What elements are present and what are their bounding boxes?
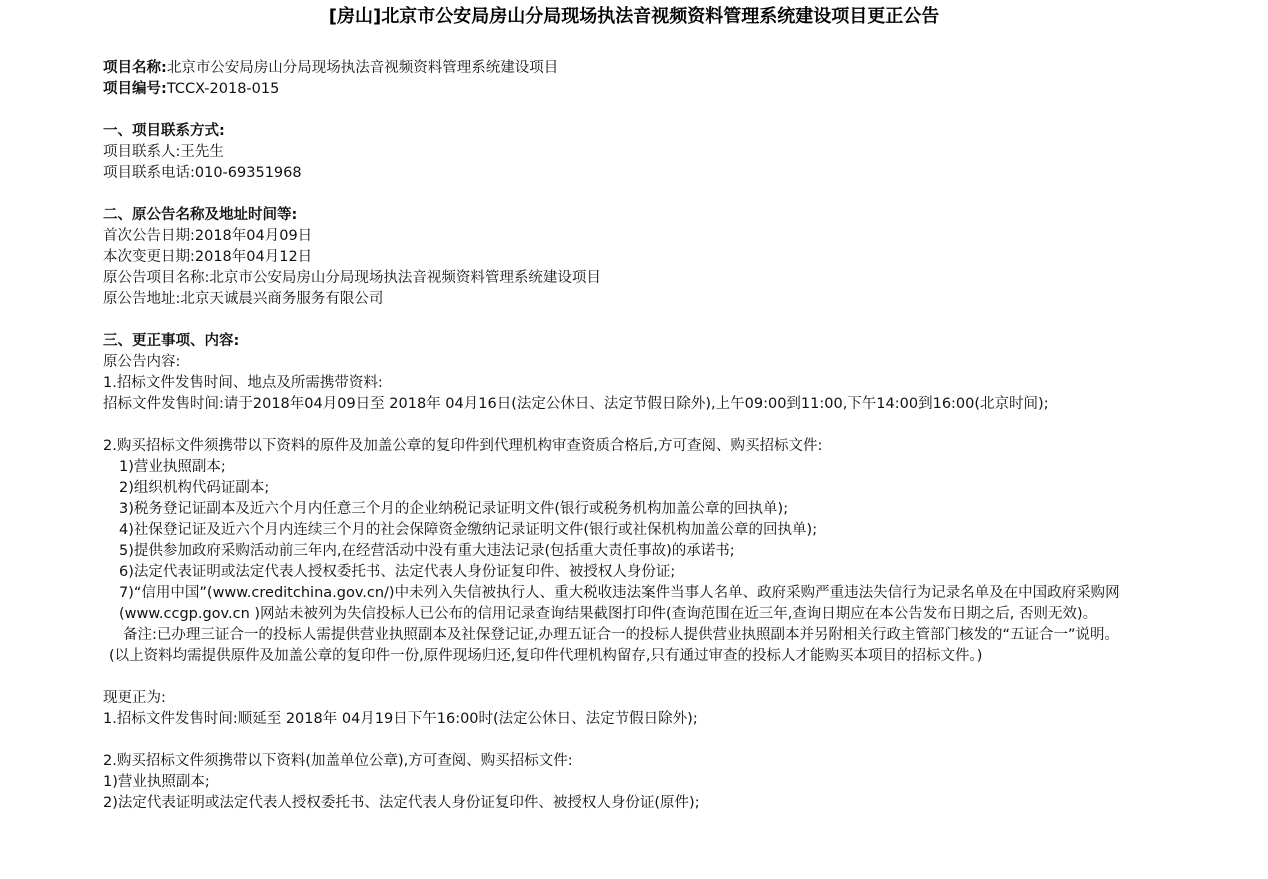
original-content-label: 原公告内容: <box>103 354 181 370</box>
doc-item: 4)社保登记证及近六个月内连续三个月的社会保障资金缴纳记录证明文件(银行或社保机构加盖公章的回执单); <box>119 522 818 538</box>
item1-text: 招标文件发售时间:请于2018年04月09日至 2018年 04月16日(法定公休日、法定节假日除外),上午09:00到11:00,下午14:00到16:00(北京时间); <box>103 396 1049 412</box>
project-code-row <box>103 79 1183 100</box>
contact-phone: 项目联系电话:010-69351968 <box>103 165 302 181</box>
project-name-value: 北京市公安局房山分局现场执法音视频资料管理系统建设项目 <box>166 60 559 76</box>
announcement-body <box>103 58 1183 814</box>
remark: 备注:已办理三证合一的投标人需提供营业执照副本及社保登记证,办理五证合一的投标人提供营业执照副本并另附相关行政主管部门核发的“五证合一”说明。 <box>123 627 1120 643</box>
spacer <box>103 730 1183 751</box>
project-code-value: TCCX-2018-015 <box>166 81 280 97</box>
section3-heading: 三、更正事项、内容: <box>103 333 240 349</box>
first-announce-date: 首次公告日期:2018年04月09日 <box>103 228 313 244</box>
doc-item-credit-check: 7)“信用中国”(www.creditchina.gov.cn/)中未列入失信被执行人、重大税收违法案件当事人名单、政府采购严重违法失信行为记录名单及在中国政府采购网(www.ccgp.gov.cn )网站未被列为失信投标人已公布的信用记录查询结果截图打印件(查询范围在近三年,查询日期应在本公告发布日期之后, 否则无效)。 <box>119 585 1120 622</box>
spacer <box>103 184 1183 205</box>
item2-title: 2.购买招标文件须携带以下资料的原件及加盖公章的复印件到代理机构审查资质合格后,方可查阅、购买招标文件: <box>103 438 823 454</box>
change-date: 本次变更日期:2018年04月12日 <box>103 249 313 265</box>
project-code-label: 项目编号: <box>103 81 167 97</box>
spacer <box>103 100 1183 121</box>
spacer <box>103 415 1183 436</box>
section2-heading: 二、原公告名称及地址时间等: <box>103 207 298 223</box>
doc-item: 2)组织机构代码证副本; <box>119 480 270 496</box>
doc-item: 1)营业执照副本; <box>119 459 226 475</box>
item1-title: 1.招标文件发售时间、地点及所需携带资料: <box>103 375 383 391</box>
new-item1: 1.招标文件发售时间:顺延至 2018年 04月19日下午16:00时(法定公休日、法定节假日除外); <box>103 711 698 727</box>
spacer <box>103 667 1183 688</box>
doc-item: 3)税务登记证副本及近六个月内任意三个月的企业纳税记录证明文件(银行或税务机构加盖公章的回执单); <box>119 501 789 517</box>
doc-item: 6)法定代表证明或法定代表人授权委托书、法定代表人身份证复印件、被授权人身份证; <box>119 564 676 580</box>
change-label: 现更正为: <box>103 690 166 706</box>
copies-note: (以上资料均需提供原件及加盖公章的复印件一份,原件现场归还,复印件代理机构留存,只有通过审查的投标人才能购买本项目的招标文件。) <box>109 648 983 664</box>
new-item2-title: 2.购买招标文件须携带以下资料(加盖单位公章),方可查阅、购买招标文件: <box>103 753 573 769</box>
section1-heading: 一、项目联系方式: <box>103 123 225 139</box>
new-doc-item: 2)法定代表证明或法定代表人授权委托书、法定代表人身份证复印件、被授权人身份证(原件); <box>103 795 700 811</box>
page-title: [房山]北京市公安局房山分局现场执法音视频资料管理系统建设项目更正公告 <box>328 6 940 27</box>
new-doc-item: 1)营业执照副本; <box>103 774 210 790</box>
spacer <box>103 310 1183 331</box>
doc-item: 5)提供参加政府采购活动前三年内,在经营活动中没有重大违法记录(包括重大责任事故)的承诺书; <box>119 543 735 559</box>
original-project-name: 原公告项目名称:北京市公安局房山分局现场执法音视频资料管理系统建设项目 <box>103 270 601 286</box>
original-address: 原公告地址:北京天诚晨兴商务服务有限公司 <box>103 291 384 307</box>
project-name-row <box>103 58 1183 79</box>
contact-person: 项目联系人:王先生 <box>103 144 224 160</box>
project-name-label: 项目名称: <box>103 60 167 76</box>
